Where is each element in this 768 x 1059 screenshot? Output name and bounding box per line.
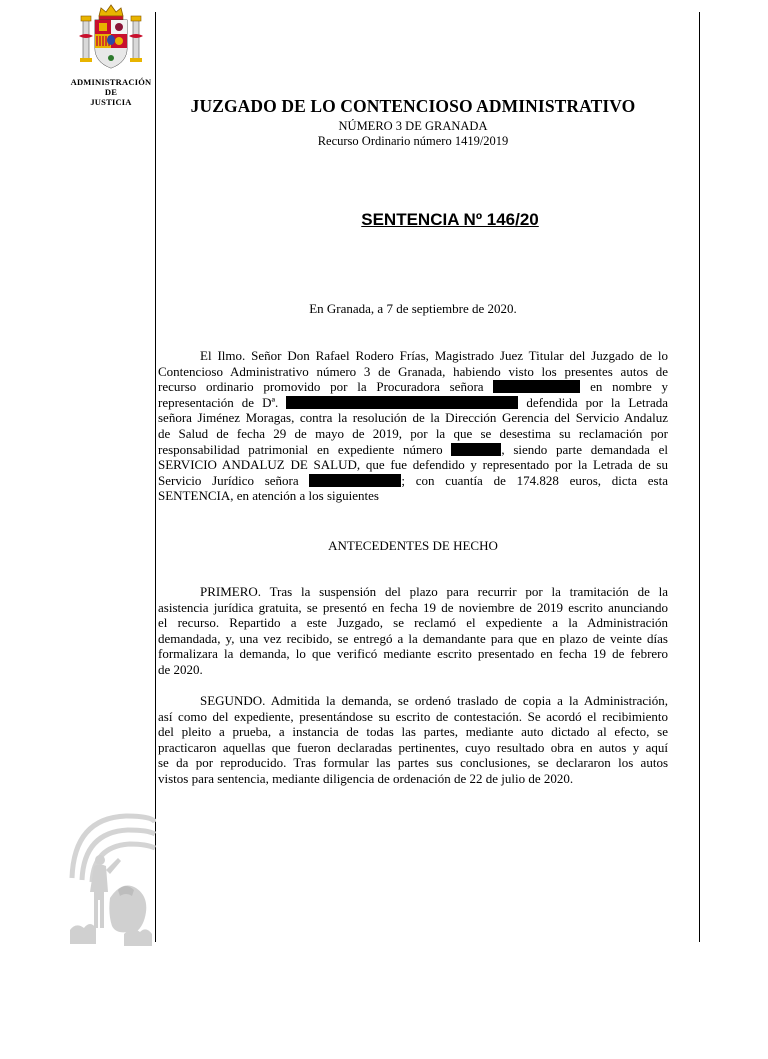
intro-line: de Salud de fecha 29 de mayo de 2019, por la que se desestima su reclamación por	[158, 425, 668, 441]
redaction-block	[493, 380, 580, 393]
primero-line: asistencia jurídica gratuita, se presentó en fecha 19 de noviembre de 2019 escrito anunciando	[158, 599, 668, 615]
date-line: En Granada, a 7 de septiembre de 2020.	[309, 301, 517, 316]
intro-line: Servicio Jurídico señora ; con cuantía de 174.828 euros, dicta esta	[158, 472, 668, 488]
primero-line: PRIMERO. Tras la suspensión del plazo para recurrir por la tramitación de la	[200, 584, 668, 599]
intro-line: SERVICIO ANDALUZ DE SALUD, que fue defendido y representado por la Letrada de su	[158, 457, 668, 473]
segundo-line: SEGUNDO. Admitida la demanda, se ordenó traslado de copia a la Administración,	[200, 693, 668, 708]
intro-line: señora Jiménez Moragas, contra la resolución de la Dirección Gerencia del Servicio Andaluz	[158, 410, 668, 426]
intro-line: representación de Dª. defendida por la Letrada	[158, 394, 669, 410]
primero-line: demandada, y, una vez recibido, se entregó a la demandante para que en plazo de veinte días	[158, 630, 668, 646]
primero-line: de 2020.	[158, 661, 203, 677]
admin-line-1: ADMINISTRACIÓN	[70, 77, 152, 87]
redaction-block	[286, 396, 518, 409]
primero-line: el recurso. Repartido a este Juzgado, se reclamó el expediente a la Administración	[158, 615, 668, 631]
andalucia-emblem-watermark-icon	[66, 808, 156, 948]
left-margin-rule	[155, 12, 156, 942]
redaction-block	[309, 474, 401, 487]
intro-line: El Ilmo. Señor Don Rafael Rodero Frías, Magistrado Juez Titular del Juzgado de lo	[200, 348, 668, 363]
administracion-de-justicia-label	[62, 77, 160, 107]
right-margin-rule	[699, 12, 700, 942]
primero-paragraph	[158, 584, 668, 678]
segundo-line: vistos para sentencia, mediante diligencia de ordenación de 22 de julio de 2020.	[158, 770, 574, 786]
segundo-line: practicaron aquellas que fueron declaradas pertinentes, cuyo resultado obra en autos y aquí	[158, 739, 668, 755]
case-reference: Recurso Ordinario número 1419/2019	[317, 134, 509, 148]
admin-line-2: DE	[104, 87, 118, 97]
intro-line: SENTENCIA, en atención a los siguientes	[158, 488, 379, 504]
primero-line: formalizara la demanda, lo que verificó mediante escrito presentado en fecha 19 de febrero	[158, 646, 668, 662]
spain-coat-of-arms-icon	[77, 2, 145, 76]
segundo-paragraph	[158, 693, 668, 787]
court-number: NÚMERO 3 DE GRANADA	[338, 119, 488, 133]
antecedentes-heading: ANTECEDENTES DE HECHO	[328, 538, 498, 553]
intro-paragraph	[158, 348, 668, 504]
court-title: JUZGADO DE LO CONTENCIOSO ADMINISTRATIVO	[190, 96, 636, 116]
redaction-block	[451, 443, 501, 456]
intro-line: recurso ordinario promovido por la Procuradora señora en nombre y	[158, 379, 669, 395]
sentence-title: SENTENCIA Nº 146/20	[361, 210, 539, 229]
admin-line-3: JUSTICIA	[90, 97, 132, 107]
segundo-line: se da por reproducido. Tras formular las partes sus conclusiones, se declararon los autos	[158, 755, 668, 771]
intro-line: responsabilidad patrimonial en expediente número , siendo parte demandada el	[158, 441, 668, 457]
intro-line: Contencioso Administrativo número 3 de Granada, habiendo visto los presentes autos de	[158, 363, 668, 379]
segundo-line: del pleito a prueba, a instancia de todas las partes, mediante auto dictado al efecto, se	[158, 724, 668, 740]
segundo-line: así como del expediente, presentándose su escrito de contestación. Se acordó el recibimiento	[158, 708, 668, 724]
